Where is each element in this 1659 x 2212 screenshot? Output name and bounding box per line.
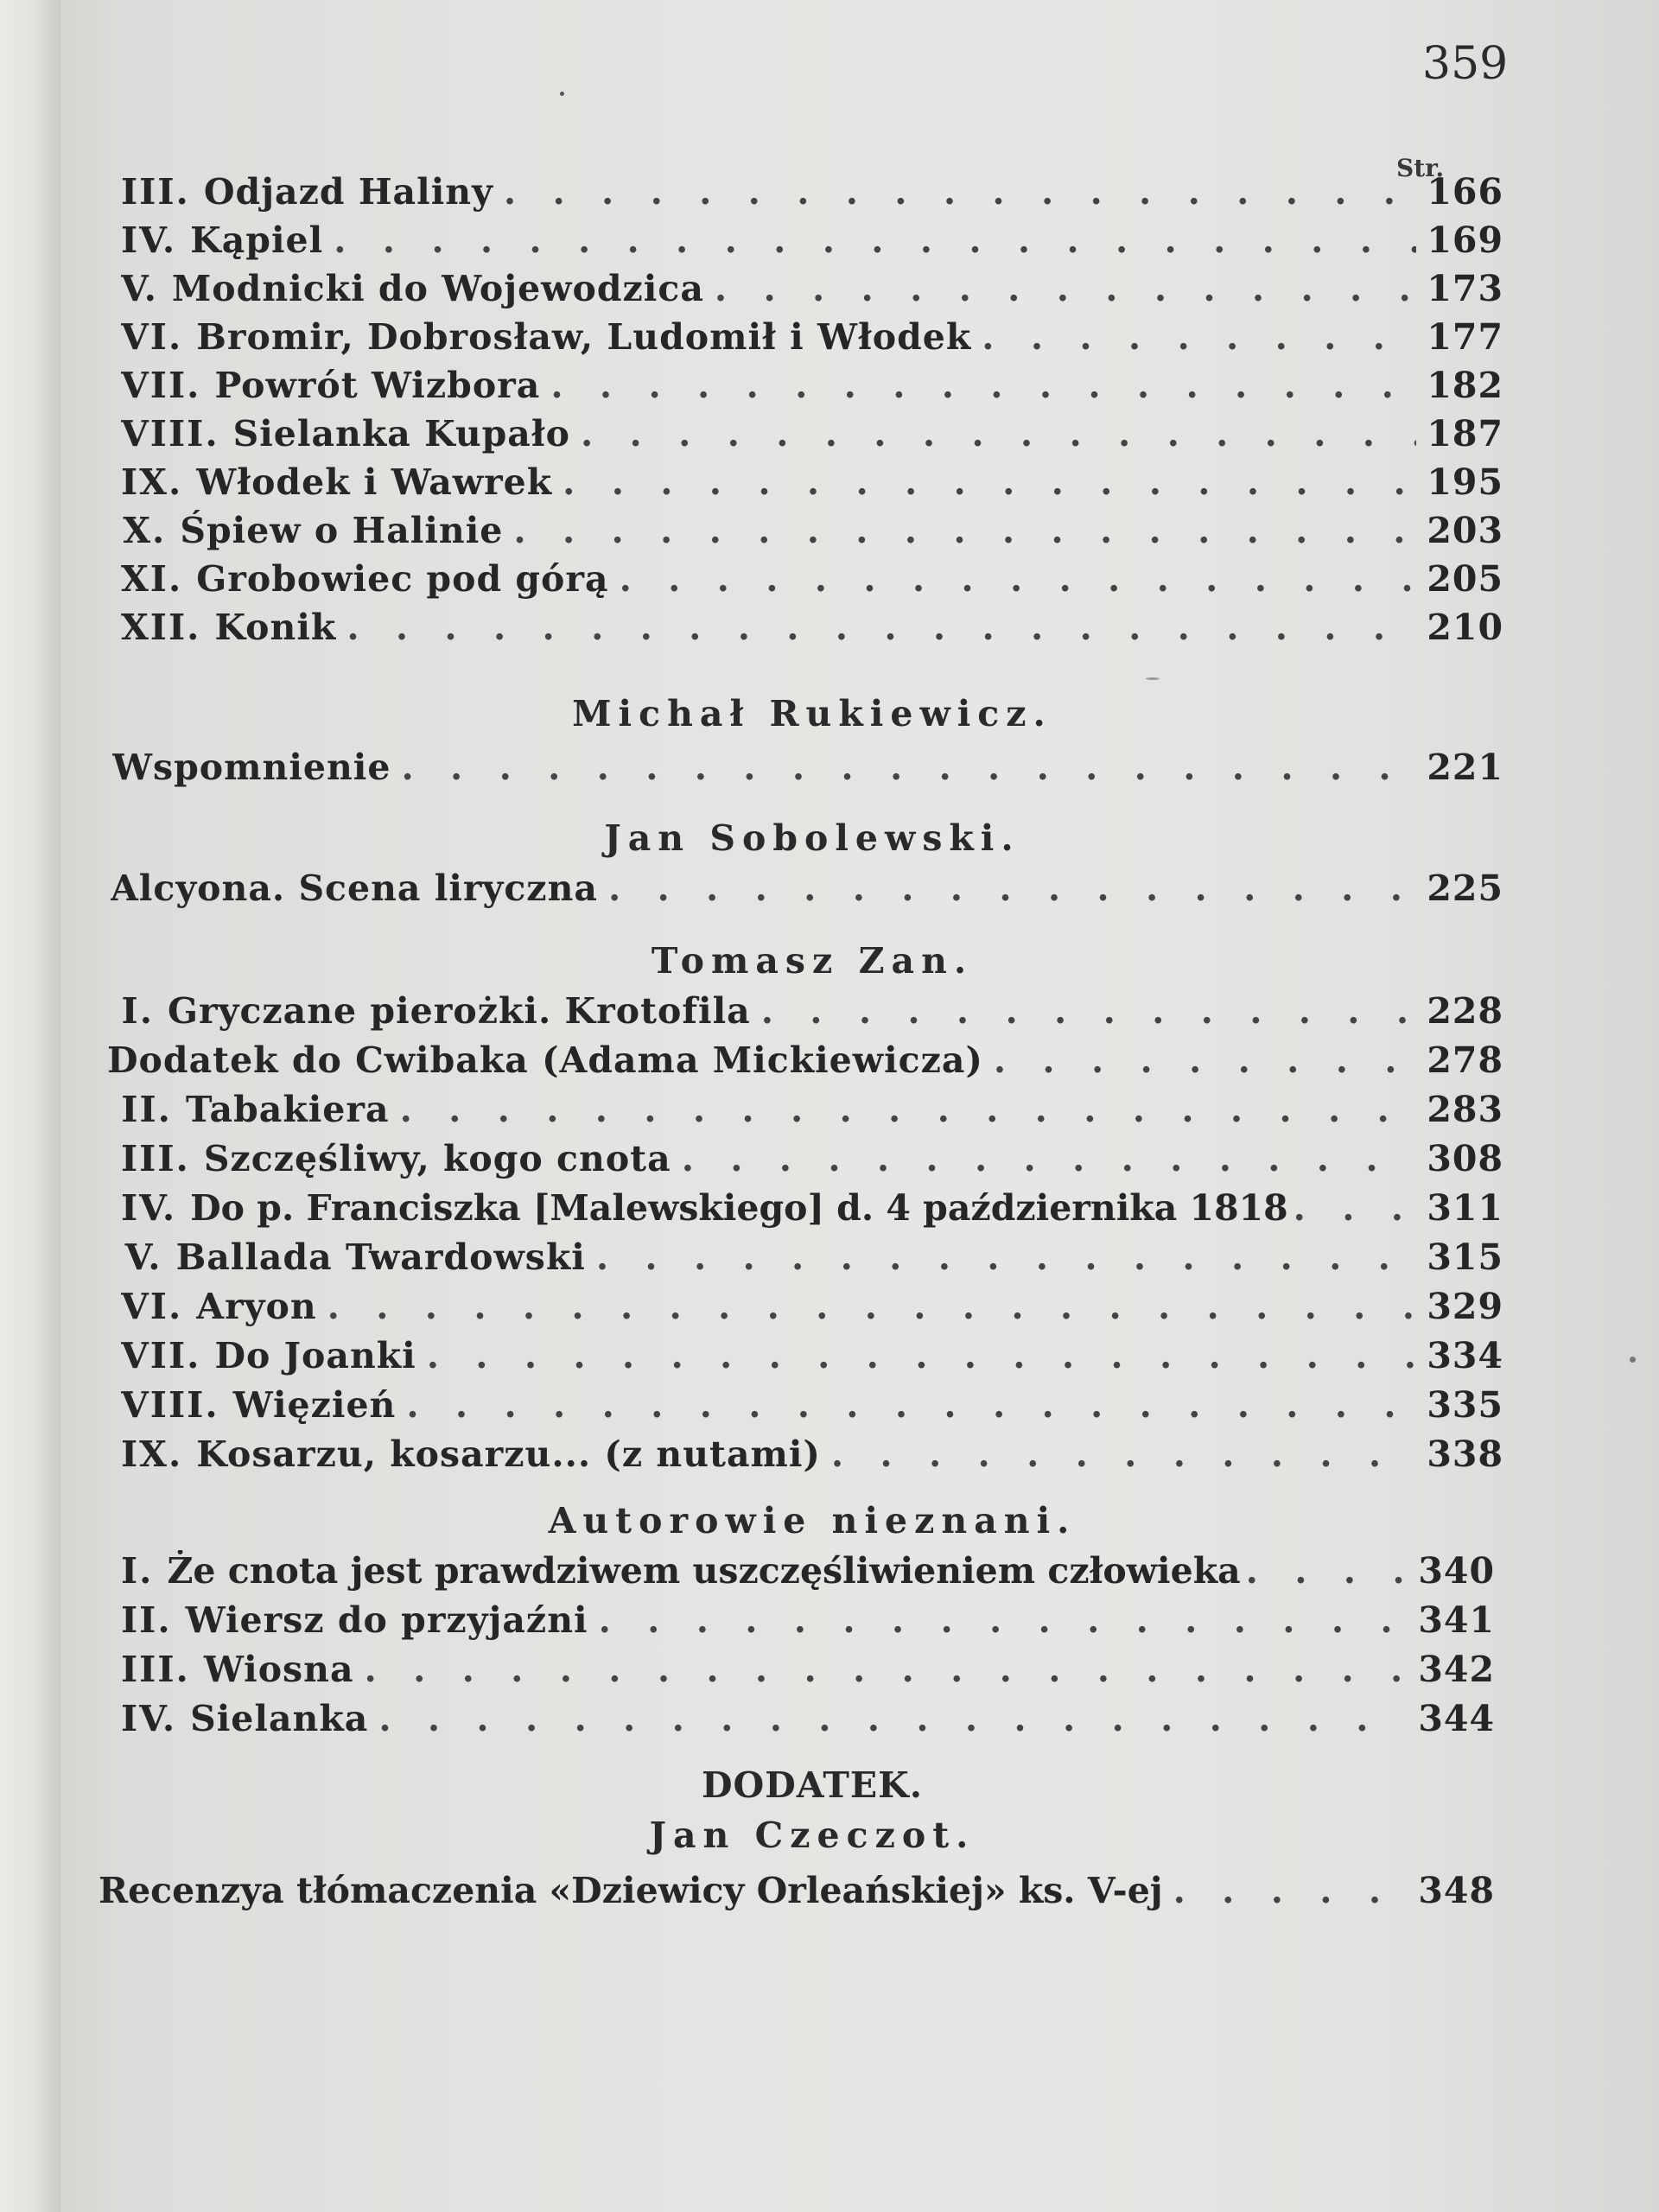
- entry-page: 283: [1427, 1089, 1503, 1130]
- dot-leader: [608, 868, 1416, 909]
- entry-page: 166: [1427, 171, 1503, 213]
- entry-title: Śpiew o Halinie: [180, 510, 504, 551]
- dot-leader: [378, 1698, 1408, 1739]
- entry-title: Konik: [214, 607, 337, 648]
- toc-entry: [121, 607, 1503, 648]
- entry-title: Modnicki do Wojewodzica: [171, 268, 704, 309]
- dot-leader: [1294, 1187, 1422, 1229]
- dot-leader: [761, 990, 1417, 1032]
- book-page: [60, 0, 1659, 2212]
- entry-page: 177: [1427, 316, 1503, 358]
- toc-entry: [121, 510, 1503, 551]
- toc-entry: [121, 268, 1503, 309]
- entry-page: 348: [1418, 1870, 1495, 1911]
- dot-leader: [504, 171, 1416, 213]
- entry-title: Tabakiera: [185, 1089, 390, 1130]
- entry-numeral: I.: [121, 1550, 154, 1592]
- entry-page: 182: [1427, 365, 1503, 406]
- facing-page-edge: [0, 0, 60, 2212]
- entry-title: Sielanka: [190, 1698, 369, 1739]
- author-heading: Tomasz Zan.: [651, 940, 974, 982]
- entry-page: 308: [1427, 1138, 1503, 1179]
- entry-numeral: V.: [124, 1236, 162, 1278]
- entry-page: 311: [1427, 1187, 1503, 1229]
- toc-entry: [121, 1698, 1495, 1739]
- entry-numeral: VI.: [121, 1286, 183, 1327]
- entry-title: Włodek i Wawrek: [196, 461, 553, 503]
- entry-numeral: IV.: [121, 1698, 177, 1739]
- entry-page: 340: [1418, 1550, 1495, 1592]
- entry-numeral: XI.: [121, 558, 183, 600]
- dot-leader: [406, 1384, 1416, 1426]
- entry-numeral: IX.: [121, 1433, 183, 1475]
- entry-page: 315: [1427, 1236, 1503, 1278]
- toc-entry: [121, 990, 1503, 1032]
- toc-entry: [121, 171, 1503, 213]
- entry-title: Więzień: [232, 1384, 397, 1426]
- dot-leader: [620, 558, 1417, 600]
- entry-numeral: III.: [121, 171, 190, 213]
- author-heading: Michał Rukiewicz.: [572, 693, 1052, 734]
- entry-numeral: VIII.: [121, 1384, 219, 1426]
- author-heading: Jan Czeczot.: [649, 1815, 976, 1856]
- toc-entry: [121, 1138, 1503, 1179]
- toc-entry: [112, 747, 1503, 788]
- dot-leader: [327, 1286, 1417, 1327]
- entry-title: Szczęśliwy, kogo cnota: [203, 1138, 671, 1179]
- toc-entry: [121, 461, 1503, 503]
- entry-title: Wiosna: [203, 1649, 354, 1690]
- entry-title: Sielanka Kupało: [232, 413, 570, 454]
- entry-page: 334: [1427, 1335, 1503, 1376]
- entry-title: Że cnota jest prawdziwem uszczęśliwieniem człowieka: [167, 1550, 1241, 1592]
- toc-entry: [121, 1335, 1503, 1376]
- toc-entry: [121, 1599, 1495, 1641]
- toc-entry: [121, 1649, 1495, 1690]
- entry-page: 205: [1427, 558, 1503, 600]
- dot-leader: [715, 268, 1417, 309]
- dot-leader: [513, 510, 1416, 551]
- toc-entry: [121, 1286, 1503, 1327]
- entry-numeral: VII.: [121, 1335, 201, 1376]
- dot-leader: [365, 1649, 1408, 1690]
- author-heading: Autorowie nieznani.: [548, 1500, 1077, 1541]
- toc-entry: [107, 1039, 1503, 1081]
- appendix-heading: DODATEK.: [701, 1764, 924, 1806]
- toc-entry: [121, 365, 1503, 406]
- entry-page: 169: [1427, 219, 1503, 261]
- toc-entry: [121, 219, 1503, 261]
- dot-leader: [599, 1599, 1408, 1641]
- entry-page: 329: [1427, 1286, 1503, 1327]
- entry-numeral: IV.: [121, 1187, 177, 1229]
- entry-title: Wiersz do przyjaźni: [185, 1599, 588, 1641]
- paper-speck: [560, 92, 564, 96]
- entry-title: Ballada Twardowski: [175, 1236, 586, 1278]
- entry-numeral: II.: [121, 1089, 172, 1130]
- entry-page: 344: [1418, 1698, 1495, 1739]
- entry-title: Do p. Franciszka [Malewskiego] d. 4 października 1818: [190, 1187, 1288, 1229]
- dot-leader: [596, 1236, 1417, 1278]
- entry-numeral: II.: [121, 1599, 172, 1641]
- entry-page: 228: [1427, 990, 1503, 1032]
- dot-leader: [334, 219, 1416, 261]
- entry-title: Wspomnienie: [112, 747, 391, 788]
- entry-title: Recenzya tłómaczenia «Dziewicy Orleańskiej» ks. V-ej: [99, 1870, 1163, 1911]
- toc-entry: [111, 868, 1503, 909]
- entry-title: Gryczane pierożki. Krotofila: [168, 990, 751, 1032]
- entry-title: Alcyona. Scena liryczna: [111, 868, 598, 909]
- dot-leader: [581, 413, 1416, 454]
- entry-page: 335: [1427, 1384, 1503, 1426]
- toc-entry: [121, 1089, 1503, 1130]
- entry-numeral: VII.: [121, 365, 201, 406]
- dot-leader: [550, 365, 1416, 406]
- entry-title: Aryon: [196, 1286, 317, 1327]
- entry-title: Dodatek do Cwibaka (Adama Mickiewicza): [107, 1039, 983, 1081]
- dot-leader: [563, 461, 1416, 503]
- toc-entry: [121, 413, 1503, 454]
- toc-entry: [99, 1870, 1495, 1911]
- pages-column-label: Str.: [1396, 154, 1445, 182]
- toc-entry: [121, 1550, 1495, 1592]
- entry-numeral: VIII.: [121, 413, 219, 454]
- dot-leader: [982, 316, 1416, 358]
- dot-leader: [1246, 1550, 1414, 1592]
- author-heading: Jan Sobolewski.: [604, 817, 1020, 859]
- dot-leader: [1173, 1870, 1408, 1911]
- entry-numeral: X.: [123, 510, 167, 551]
- toc-entry: [121, 1384, 1503, 1426]
- entry-title: Bromir, Dobrosław, Ludomił i Włodek: [196, 316, 972, 358]
- entry-title: Powrót Wizbora: [214, 365, 541, 406]
- entry-numeral: I.: [121, 990, 154, 1032]
- entry-page: 195: [1427, 461, 1503, 503]
- page-number: 359: [1422, 38, 1509, 90]
- entry-title: Kąpiel: [190, 219, 324, 261]
- toc-entry: [121, 558, 1503, 600]
- entry-numeral: III.: [121, 1649, 190, 1690]
- entry-numeral: IX.: [121, 461, 183, 503]
- entry-page: 338: [1427, 1433, 1503, 1475]
- dot-leader: [427, 1335, 1417, 1376]
- entry-page: 341: [1418, 1599, 1495, 1641]
- entry-numeral: IV.: [121, 219, 177, 261]
- entry-page: 225: [1427, 868, 1503, 909]
- toc-entry: [121, 316, 1503, 358]
- entry-title: Do Joanki: [214, 1335, 416, 1376]
- entry-page: 173: [1427, 268, 1503, 309]
- entry-page: 221: [1427, 747, 1503, 788]
- entry-numeral: XII.: [121, 607, 201, 648]
- entry-title: Odjazd Haliny: [203, 171, 493, 213]
- entry-page: 210: [1427, 607, 1503, 648]
- entry-title: Grobowiec pod górą: [196, 558, 609, 600]
- entry-page: 203: [1427, 510, 1503, 551]
- toc-entry: [121, 1187, 1503, 1229]
- dot-leader: [994, 1039, 1417, 1081]
- entry-numeral: III.: [121, 1138, 190, 1179]
- paper-speck: [1146, 677, 1160, 680]
- entry-numeral: V.: [121, 268, 158, 309]
- entry-page: 187: [1427, 413, 1503, 454]
- toc-entry: [121, 1433, 1503, 1475]
- dot-leader: [401, 747, 1416, 788]
- dot-leader: [400, 1089, 1417, 1130]
- entry-page: 278: [1427, 1039, 1503, 1081]
- dot-leader: [682, 1138, 1417, 1179]
- entry-numeral: VI.: [121, 316, 183, 358]
- entry-page: 342: [1418, 1649, 1495, 1690]
- dot-leader: [831, 1433, 1417, 1475]
- paper-speck: [1630, 1357, 1636, 1363]
- entry-title: Kosarzu, kosarzu... (z nutami): [196, 1433, 821, 1475]
- dot-leader: [346, 607, 1416, 648]
- toc-entry: [121, 1236, 1503, 1278]
